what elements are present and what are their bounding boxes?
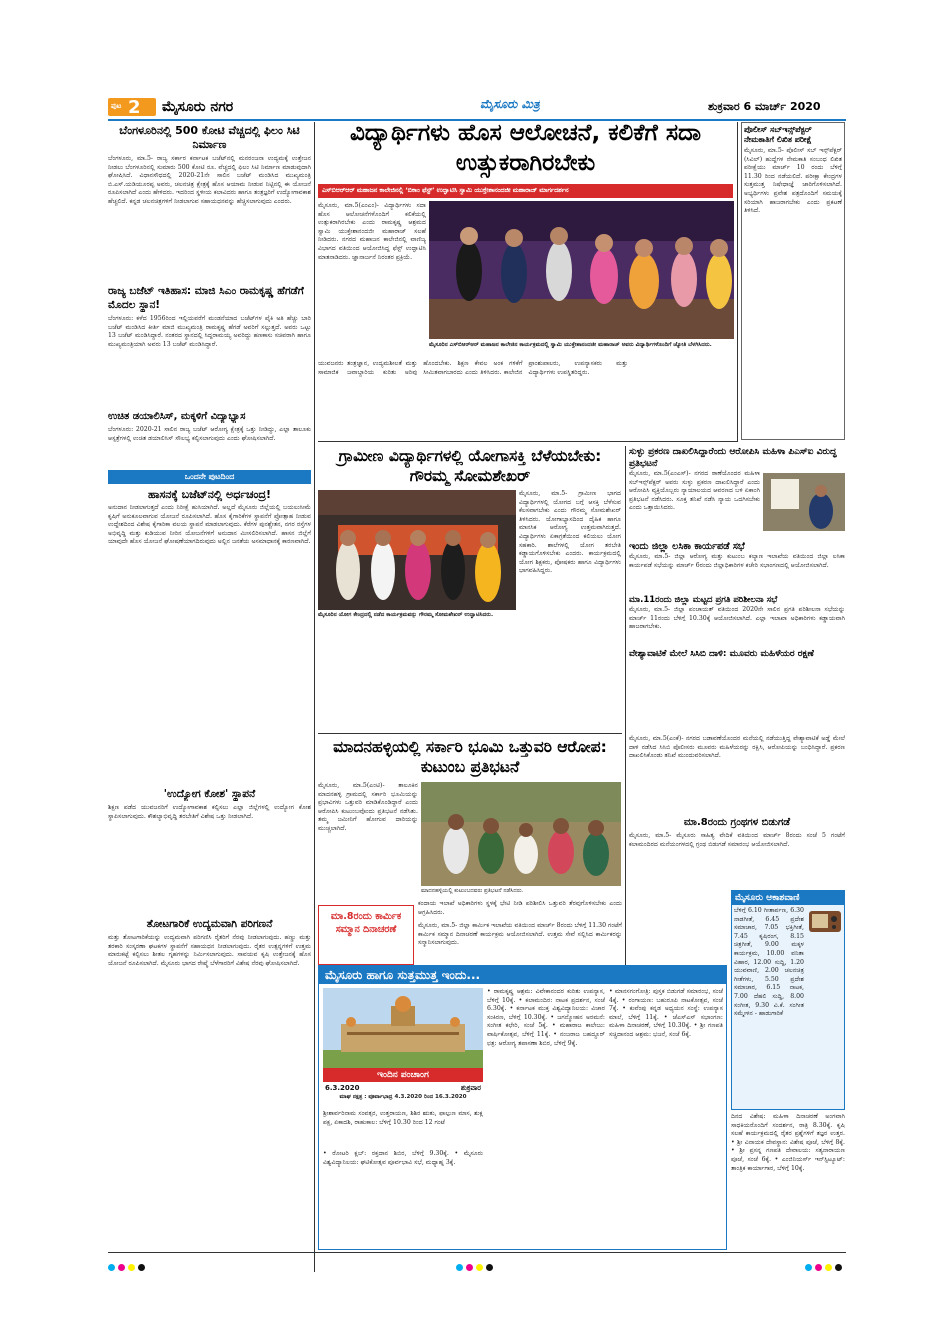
land-photo-graphic xyxy=(421,782,621,886)
vaccine-body: ಮೈಸೂರು, ಮಾ.5- ಜಿಲ್ಲಾ ಆರೋಗ್ಯ ಮತ್ತು ಕುಟುಂಬ ಕಲ್ಯಾಣ ಇಲಾಖೆಯ ವತಿಯಿಂದ ಜಿಲ್ಲಾ ಲಸಿಕಾ ಕಾರ್ಯಪಡೆ ಸಭೆಯನ್ನು ಮಾರ್ಚ್ 6ರಂದು ಜಿಲ್ಲಾಧಿಕಾರಿಗಳ ಕಚೇರಿ ಸಭಾಂಗಣದಲ್ಲಿ ಆಯೋಜಿಸಲಾಗಿದೆ. xyxy=(629,553,845,569)
palace-illustration xyxy=(323,988,483,1068)
registration-mark xyxy=(815,1264,822,1271)
labour-body: ಮೈಸೂರು, ಮಾ.5- ಜಿಲ್ಲಾ ಕಾರ್ಮಿಕ ಇಲಾಖೆಯ ವತಿಯಿಂದ ಮಾರ್ಚ್ 8ರಂದು ಬೆಳಿಗ್ಗೆ 11.30 ಗಂಟೆಗೆ ಕಾರ್ಮಿಕ ಸಮ್ಮಾನ ದಿನಾಚರಣೆ ಕಾರ್ಯಕ್ರಮ ಆಯೋಜಿಸಲಾಗಿದೆ. ಉತ್ತಮ ಸೇವೆ ಸಲ್ಲಿಸಿದ ಕಾರ್ಮಿಕರನ್ನು ಸನ್ಮಾನಿಸಲಾಗುವುದು. xyxy=(418,922,622,947)
issue-date: ಶುಕ್ರವಾರ 6 ಮಾರ್ಚ್ 2020 xyxy=(708,100,821,113)
page-bottom-rule xyxy=(108,1252,846,1253)
protest-photo xyxy=(763,473,845,531)
radio-title: ಮೈಸೂರು ಆಕಾಶವಾಣಿ xyxy=(732,891,844,905)
panchanga-day: ಶುಕ್ರವಾರ xyxy=(460,1084,481,1092)
column-rule-left xyxy=(314,122,315,1272)
protest-photo-graphic xyxy=(763,473,845,531)
registration-mark xyxy=(466,1264,473,1271)
raid-headline: ವೇಶ್ಯಾವಾಟಿಕೆ ಮೇಲೆ ಸಿಸಿಬಿ ದಾಳಿ: ಮೂವರು ಮಹಿಳೆಯರ ರಕ್ಷಣೆ xyxy=(629,649,814,659)
yoga-bottom-rule xyxy=(318,733,622,734)
books-body: ಮೈಸೂರು, ಮಾ.5- ಮೈಸೂರು ಸಾಹಿತ್ಯ ವೇದಿಕೆ ವತಿಯಿಂದ ಮಾರ್ಚ್ 8ರಂದು ಸಂಜೆ 5 ಗಂಟೆಗೆ ಕಲಾಮಂದಿರದ ಮನೆಯಂಗಳದಲ್ಲಿ ಗ್ರಂಥ ಬಿಡುಗಡೆ ಸಮಾರಂಭ ಆಯೋಜಿಸಲಾಗಿದೆ. xyxy=(629,832,845,848)
registration-mark xyxy=(456,1264,463,1271)
story5-body: ಶಿಕ್ಷಣ ಪಡೆದ ಯುವಜನರಿಗೆ ಉದ್ಯೋಗಾವಕಾಶ ಕಲ್ಪಿಸಲು ಎಲ್ಲಾ ಜಿಲ್ಲೆಗಳಲ್ಲಿ ಉದ್ಯೋಗ ಕೋಶ ಸ್ಥಾಪಿಸಲಾಗುವುದು. ಕೌಶಲ್ಯಾಭಿವೃದ್ಧಿ ತರಬೇತಿಗೆ ವಿಶೇಷ ಒತ್ತು ನೀಡಲಾಗಿದೆ. xyxy=(108,804,311,820)
registration-mark xyxy=(805,1264,812,1271)
lead-strap xyxy=(318,184,733,198)
story3-headline: ಉಚಿತ ಡಯಾಲಿಸಿಸ್, ಮಕ್ಕಳಿಗೆ ವಿದ್ಯಾಭ್ಯಾಸ xyxy=(108,411,246,422)
vaccine-headline: ಇಂದು ಜಿಲ್ಲಾ ಲಸಿಕಾ ಕಾರ್ಯಪಡೆ ಸಭೆ xyxy=(629,541,745,552)
raid-body: ಮೈಸೂರು, ಮಾ.5(ಎಂಕೆ)- ನಗರದ ಬಡಾವಣೆಯೊಂದರ ಮನೆಯಲ್ಲಿ ನಡೆಯುತ್ತಿದ್ದ ವೇಶ್ಯಾವಾಟಿಕೆ ಅಡ್ಡೆ ಮೇಲೆ ದಾಳಿ ನಡೆಸಿದ ಸಿಸಿಬಿ ಪೊಲೀಸರು ಮೂವರು ಮಹಿಳೆಯರನ್ನು ರಕ್ಷಿಸಿ, ಆರೋಪಿಯನ್ನು ಬಂಧಿಸಿದ್ದಾರೆ. ಪ್ರಕರಣ ದಾಖಲಿಸಿಕೊಂಡು ತನಿಖೆ ಮುಂದುವರಿಸಲಾಗಿದೆ. xyxy=(629,735,845,760)
yoga-photo xyxy=(318,490,516,610)
protest-body: ಮೈಸೂರು, ಮಾ.5(ಎಂಎಸ್)- ನಗರದ ಠಾಣೆಯೊಂದರ ಮಹಿಳಾ ಸಬ್‌ಇನ್ಸ್‌ಪೆಕ್ಟರ್ ಅವರು ಸುಳ್ಳು ಪ್ರಕರಣ ದಾಖಲಿಸಿದ್ದಾರೆ ಎಂದು ಆರೋಪಿಸಿ ವ್ಯಕ್ತಿಯೊಬ್ಬರು ನ್ಯಾಯಾಲಯದ ಆವರಣದ ಬಳಿ ಏಕಾಂಗಿ ಪ್ರತಿಭಟನೆ ನಡೆಸಿದರು. ಸೂಕ್ತ ತನಿಖೆ ನಡೆಸಿ ನ್ಯಾಯ ಒದಗಿಸಬೇಕು ಎಂದು ಒತ್ತಾಯಿಸಿದರು. xyxy=(629,470,760,512)
section-title: ಮೈಸೂರು ನಗರ xyxy=(162,99,234,115)
registration-mark xyxy=(835,1264,842,1271)
registration-mark xyxy=(825,1264,832,1271)
land-photo xyxy=(421,782,621,886)
land-body: ಮೈಸೂರು, ಮಾ.5(ಎಂಟಿ)- ತಾಲೂಕಿನ ಮಾದನಹಳ್ಳಿ ಗ್ರಾಮದಲ್ಲಿ ಸರ್ಕಾರಿ ಭೂಮಿಯನ್ನು ಪ್ರಭಾವಿಗಳು ಒತ್ತುವರಿ ಮಾಡಿಕೊಂಡಿದ್ದಾರೆ ಎಂದು ಆರೋಪಿಸಿ ಕುಟುಂಬವೊಂದು ಪ್ರತಿಭಟನೆ ನಡೆಸಿತು. ತಮ್ಮ ಜಮೀನಿಗೆ ಹೋಗುವ ದಾರಿಯನ್ನು ಮುಚ್ಚಲಾಗಿದೆ. xyxy=(318,782,418,832)
lead-photo-graphic xyxy=(429,201,734,339)
radio-box xyxy=(731,890,845,1110)
panchanga-date-row xyxy=(323,1082,483,1094)
lead-photo-caption: ಮೈಸೂರಿನ ಎಸ್‌ಬಿಆರ್‌ಆರ್ ಮಹಾಜನ ಕಾಲೇಜಿನ ಕಾರ್ಯಕ್ರಮದಲ್ಲಿ ಸ್ವಾಮಿ ಯುಕ್ತೇಶಾನಂದಜೀ ಮಹಾರಾಜ್ ಅವರು ವಿದ್ಯಾರ್ಥಿಗಳೊಂದಿಗೆ ಜ್ಯೋತಿ ಬೆಳಗಿಸಿದರು. xyxy=(429,342,712,348)
story6-headline: ತೋಟಗಾರಿಕೆ ಉದ್ಯಮವಾಗಿ ಪರಿಗಣನೆ xyxy=(146,918,273,930)
exam-body: ಮೈಸೂರು, ಮಾ.5- ಜಿಲ್ಲಾ ಪಂಚಾಯತ್ ವತಿಯಿಂದ 2020ನೇ ಸಾಲಿನ ಪ್ರಗತಿ ಪರಿಶೀಲನಾ ಸಭೆಯನ್ನು ಮಾರ್ಚ್ 11ರಂದು ಬೆಳಿಗ್ಗೆ 10.30ಕ್ಕೆ ಆಯೋಜಿಸಲಾಗಿದೆ. ಎಲ್ಲಾ ಇಲಾಖಾ ಅಧಿಕಾರಿಗಳು ಕಡ್ಡಾಯವಾಗಿ ಹಾಜರಾಗಬೇಕು. xyxy=(629,606,845,631)
yoga-photo-graphic xyxy=(318,490,516,610)
page-label: ಪುಟ xyxy=(111,102,122,110)
registration-mark xyxy=(108,1264,115,1271)
story1-body: ಬೆಂಗಳೂರು, ಮಾ.5- ರಾಜ್ಯ ಸರ್ಕಾರ ಕರ್ನಾಟಕ ಬಜೆಟ್‌ನಲ್ಲಿ ಮನರಂಜನಾ ಉದ್ಯಮಕ್ಕೆ ಉತ್ತೇಜನ ನೀಡಲು ಬೆಂಗಳೂರಿನಲ್ಲಿ ಸುಮಾರು 500 ಕೋಟಿ ರೂ. ವೆಚ್ಚದಲ್ಲಿ ಫಿಲಂ ಸಿಟಿ ನಿರ್ಮಾಣ ಮಾಡುವುದಾಗಿ ಘೋಷಿಸಿದೆ. ವಿಧಾನಸೌಧದಲ್ಲಿ 2020-21ನೇ ಸಾಲಿನ ಬಜೆಟ್ ಮಂಡಿಸಿದ ಮುಖ್ಯಮಂತ್ರಿ ಬಿ.ಎಸ್.ಯಡಿಯೂರಪ್ಪ ಅವರು, ಚಲನಚಿತ್ರ ಕ್ಷೇತ್ರಕ್ಕೆ ಹೊಸ ಆಯಾಮ ನೀಡುವ ನಿಟ್ಟಿನಲ್ಲಿ ಈ ಯೋಜನೆ ರೂಪಿಸಲಾಗಿದೆ ಎಂದು ಹೇಳಿದರು. ಇದರಿಂದ ಸ್ಥಳೀಯ ಕಲಾವಿದರು ಹಾಗೂ ತಂತ್ರಜ್ಞರಿಗೆ ಉದ್ಯೋಗಾವಕಾಶ ಹೆಚ್ಚಲಿದೆ. ಕನ್ನಡ ಚಲನಚಿತ್ರಗಳಿಗೆ ನೀಡಲಾಗುವ ಸಹಾಯಧನವನ್ನು ಹೆಚ್ಚಿಸಲಾಗುವುದು ಎಂದರು. xyxy=(108,155,311,205)
events-box xyxy=(318,965,727,1250)
palace-graphic xyxy=(323,988,483,1068)
registration-mark xyxy=(118,1264,125,1271)
panchanga-date: 6.3.2020 xyxy=(325,1084,360,1092)
story1-headline: ಬೆಂಗಳೂರಿನಲ್ಲಿ 500 ಕೋಟಿ ವೆಚ್ಚದಲ್ಲಿ ಫಿಲಂ ಸಿಟಿ ನಿರ್ಮಾಣ xyxy=(119,124,300,151)
exam-headline: ಮಾ.11ರಂದು ಜಿಲ್ಲಾ ಮಟ್ಟದ ಪ್ರಗತಿ ಪರಿಶೀಲನಾ ಸಭೆ xyxy=(629,595,778,605)
lead-headline: ವಿದ್ಯಾರ್ಥಿಗಳು ಹೊಸ ಆಲೋಚನೆ, ಕಲಿಕೆಗೆ ಸದಾ ಉತ್ಸುಕರಾಗಿರಬೇಕು xyxy=(349,120,702,176)
yoga-headline: ಗ್ರಾಮೀಣ ವಿದ್ಯಾರ್ಥಿಗಳಲ್ಲಿ ಯೋಗಾಸಕ್ತಿ ಬೆಳೆಯಬೇಕು: ಗೌರಮ್ಮ ಸೋಮಶೇಖರ್ xyxy=(338,447,602,485)
registration-mark xyxy=(486,1264,493,1271)
panchanga-text: ಮಾಘ ನಕ್ಷತ್ರ : ಪೂರ್ವಾಭಾದ್ರ 4.3.2020 ರಿಂದ 16.3.2020 xyxy=(339,1094,467,1100)
radio-icon xyxy=(808,907,842,933)
story6-body: ಮತ್ತು ತೋಟಗಾರಿಕೆಯನ್ನು ಉದ್ಯಮವಾಗಿ ಪರಿಗಣಿಸಿ ರೈತರಿಗೆ ನೆರವು ನೀಡಲಾಗುವುದು. ಹಣ್ಣು ಮತ್ತು ತರಕಾರಿ ಸಂಸ್ಕರಣಾ ಘಟಕಗಳ ಸ್ಥಾಪನೆಗೆ ಸಹಾಯಧನ ನೀಡಲಾಗುವುದು. ರೈತರ ಉತ್ಪನ್ನಗಳಿಗೆ ಉತ್ತಮ ಮಾರುಕಟ್ಟೆ ಕಲ್ಪಿಸಲು ಶೀತಲ ಗೃಹಗಳನ್ನು ನಿರ್ಮಿಸಲಾಗುವುದು. ಸಾವಯವ ಕೃಷಿ ಉತ್ತೇಜನಕ್ಕೆ ಹೊಸ ಯೋಜನೆ ರೂಪಿಸಲಾಗಿದೆ. ಮೈಸೂರು ಭಾಗದ ರೇಷ್ಮೆ ಬೆಳೆಗಾರರಿಗೆ ವಿಶೇಷ ನೆರವು ಘೋಷಿಸಲಾಗಿದೆ. xyxy=(108,934,311,967)
panchanga-panel xyxy=(323,988,483,1246)
labour-box xyxy=(318,905,414,965)
column-rule-right xyxy=(737,122,738,442)
registration-mark xyxy=(128,1264,135,1271)
panchanga-title: ಇಂದಿನ ಪಂಚಾಂಗ xyxy=(323,1068,483,1082)
police-body: ಮೈಸೂರು, ಮಾ.5- ಪೊಲೀಸ್ ಸಬ್ ಇನ್ಸ್‌ಪೆಕ್ಟರ್ (ಸಿವಿಲ್) ಹುದ್ದೆಗಳ ನೇಮಕಾತಿ ಸಂಬಂಧ ಲಿಖಿತ ಪರೀಕ್ಷೆಯು ಮಾರ್ಚ್ 10 ರಂದು ಬೆಳಿಗ್ಗೆ 11.30 ರಿಂದ ನಡೆಯಲಿದೆ. ಪರೀಕ್ಷಾ ಕೇಂದ್ರಗಳ ಸುತ್ತಮುತ್ತ ನಿಷೇಧಾಜ್ಞೆ ಜಾರಿಗೊಳಿಸಲಾಗಿದೆ. ಅಭ್ಯರ್ಥಿಗಳು ಪ್ರವೇಶ ಪತ್ರದೊಂದಿಗೆ ಸಮಯಕ್ಕೆ ಸರಿಯಾಗಿ ಹಾಜರಾಗಬೇಕು ಎಂದು ಪ್ರಕಟಣೆ ತಿಳಿಸಿದೆ. xyxy=(744,147,842,215)
right-stack xyxy=(629,446,845,732)
events-title: ಮೈಸೂರು ಹಾಗೂ ಸುತ್ತಮುತ್ತ ಇಂದು... xyxy=(319,966,726,984)
lead-body-bottom: ಯುವಜನರು ತಂತ್ರಜ್ಞಾನ, ಉದ್ಯಮಶೀಲತೆ ಮತ್ತು ಸಾಮಾಜಿಕ ಜವಾಬ್ದಾರಿಯ ಕುರಿತು ಅರಿವು ಹೊಂದಬೇಕು. ಶಿಕ್ಷಣ ಕೇವಲ ಅಂಕ ಗಳಿಕೆಗೆ ಸೀಮಿತವಾಗಬಾರದು ಎಂದು ತಿಳಿಸಿದರು. ಕಾಲೇಜಿನ ಪ್ರಾಂಶುಪಾಲರು, ಉಪನ್ಯಾಸಕರು ಮತ್ತು ವಿದ್ಯಾರ್ಥಿಗಳು ಉಪಸ್ಥಿತರಿದ್ದರು. xyxy=(318,360,628,376)
left-column xyxy=(108,124,311,1274)
story2-headline: ರಾಜ್ಯ ಬಜೆಟ್ ಇತಿಹಾಸ: ಮಾಜಿ ಸಿಎಂ ರಾಮಕೃಷ್ಣ ಹೆಗಡೆಗೆ ಮೊದಲ ಸ್ಥಾನ! xyxy=(108,285,304,311)
paper-logo: ಮೈಸೂರು ಮಿತ್ರ xyxy=(480,97,540,111)
story3-body: ಬೆಂಗಳೂರು: 2020-21 ಸಾಲಿನ ರಾಜ್ಯ ಬಜೆಟ್ ಆರೋಗ್ಯ ಕ್ಷೇತ್ರಕ್ಕೆ ಒತ್ತು ನೀಡಿದ್ದು, ಎಲ್ಲಾ ತಾಲೂಕು ಆಸ್ಪತ್ರೆಗಳಲ್ಲಿ ಉಚಿತ ಡಯಾಲಿಸಿಸ್ ಸೌಲಭ್ಯ ಕಲ್ಪಿಸಲಾಗುವುದು ಎಂದು ಘೋಷಿಸಲಾಗಿದೆ. xyxy=(108,426,311,442)
lead-strap-text: ಎಸ್‌ಬಿಆರ್‌ಆರ್ ಮಹಾಜನ ಕಾಲೇಜಿನಲ್ಲಿ ‘ಬಿಕಾಂ ಫೆಸ್ಟ್’ ಉದ್ಘಾಟಿಸಿ ಸ್ವಾಮಿ ಯುಕ್ತೇಶಾನಂದಜೀ ಮಹಾರಾಜ್ ಮಾರ್ಗದರ್ಶನ xyxy=(322,187,569,194)
events-list-2: • ಮಾನಸಗಂಗೋತ್ರಿ: ಪುಸ್ತಕ ಬಿಡುಗಡೆ ಸಮಾರಂಭ, ಸಂಜೆ 4ಕ್ಕೆ. • ರಂಗಾಯಣ: ಬಹುರೂಪಿ ನಾಟಕೋತ್ಸವ, ಸಂಜೆ 7ಕ್ಕೆ. • ಕುವೆಂಪು ಕನ್ನಡ ಅಧ್ಯಯನ ಸಂಸ್ಥೆ: ಉಪನ್ಯಾಸ ಮಾಲೆ, ಬೆಳಿಗ್ಗೆ 11ಕ್ಕೆ. • ಜೆಎಸ್‌ಎಸ್ ಸಭಾಂಗಣ: ಮಹಿಳಾ ದಿನಾಚರಣೆ, ಬೆಳಿಗ್ಗೆ 10.30ಕ್ಕೆ. • ಶ್ರೀ ಗಣಪತಿ ಸಚ್ಚಿದಾನಂದ ಆಶ್ರಮ: ಭಜನೆ, ಸಂಜೆ 6ಕ್ಕೆ. xyxy=(609,988,723,1038)
events-bottom-text: • ರೋಟರಿ ಕ್ಲಬ್: ರಕ್ತದಾನ ಶಿಬಿರ, ಬೆಳಿಗ್ಗೆ 9.30ಕ್ಕೆ. • ಮೈಸೂರು ವಿಶ್ವವಿದ್ಯಾನಿಲಯ: ಘಟಿಕೋತ್ಸವ ಪೂರ್ವಭಾವಿ ಸಭೆ, ಮಧ್ಯಾಹ್ನ 3ಕ್ಕೆ. xyxy=(323,1150,483,1166)
labour-box-label: ಮಾ.8ರಂದು ಕಾರ್ಮಿಕ ಸಮ್ಮಾನ ದಿನಾಚರಣೆ xyxy=(330,911,402,935)
radio-extra: ದಿನದ ವಿಶೇಷ: ಮಹಿಳಾ ದಿನಾಚರಣೆ ಅಂಗವಾಗಿ ಸಾಧಕಿಯರೊಂದಿಗೆ ಸಂದರ್ಶನ, ರಾತ್ರಿ 8.30ಕ್ಕೆ. ಕೃಷಿ ಸಲಹೆ ಕಾರ್ಯಕ್ರಮದಲ್ಲಿ ರೈತರ ಪ್ರಶ್ನೆಗಳಿಗೆ ತಜ್ಞರ ಉತ್ತರ. • ಶ್ರೀ ವಿನಾಯಕ ದೇವಸ್ಥಾನ: ವಿಶೇಷ ಪೂಜೆ, ಬೆಳಿಗ್ಗೆ 8ಕ್ಕೆ. • ಶ್ರೀ ಪ್ರಸನ್ನ ಗಣಪತಿ ದೇವಾಲಯ: ಸತ್ಯನಾರಾಯಣ ಪೂಜೆ, ಸಂಜೆ 6ಕ್ಕೆ. • ಎಂಜಿನಿಯರ್ಸ್ ಇನ್‌ಸ್ಟಿಟ್ಯೂಟ್: ತಾಂತ್ರಿಕ ಕಾರ್ಯಾಗಾರ, ಬೆಳಿಗ್ಗೆ 10ಕ್ಕೆ. xyxy=(731,1113,845,1172)
land-body-2: ಕಂದಾಯ ಇಲಾಖೆ ಅಧಿಕಾರಿಗಳು ಸ್ಥಳಕ್ಕೆ ಭೇಟಿ ನೀಡಿ ಪರಿಶೀಲಿಸಿ ಒತ್ತುವರಿ ತೆರವುಗೊಳಿಸಬೇಕು ಎಂದು ಆಗ್ರಹಿಸಿದರು. xyxy=(418,900,622,916)
page-number: 2 xyxy=(128,97,141,118)
yoga-photo-caption: ಮೈಸೂರಿನ ಯೋಗ ಕೇಂದ್ರದಲ್ಲಿ ನಡೆದ ಕಾರ್ಯಕ್ರಮವನ್ನು ಗೌರಮ್ಮ ಸೋಮಶೇಖರ್ ಉದ್ಘಾಟಿಸಿದರು. xyxy=(318,612,494,618)
police-box xyxy=(741,122,845,440)
lead-photo xyxy=(429,201,734,339)
panchanga-more: ಶ್ರೀಶಾರ್ವರಿನಾಮ ಸಂವತ್ಸರ, ಉತ್ತರಾಯಣ, ಶಿಶಿರ ಋತು, ಫಾಲ್ಗುಣ ಮಾಸ, ಶುಕ್ಲ ಪಕ್ಷ, ಏಕಾದಶಿ, ರಾಹುಕಾಲ: ಬೆಳಿಗ್ಗೆ 10.30 ರಿಂದ 12 ಗಂಟೆ xyxy=(323,1110,483,1126)
story4-headline: ಹಾಸನಕ್ಕೆ ಬಜೆಟ್‌ನಲ್ಲಿ ಅರ್ಧಚಂದ್ರ! xyxy=(147,488,272,501)
story5-headline: 'ಉದ್ಯೋಗ ಕೋಶ' ಸ್ಥಾಪನೆ xyxy=(163,788,256,800)
land-headline: ಮಾದನಹಳ್ಳಿಯಲ್ಲಿ ಸರ್ಕಾರಿ ಭೂಮಿ ಒತ್ತುವರಿ ಆರೋಪ: ಕುಟುಂಬ ಪ್ರತಿಭಟನೆ xyxy=(333,738,607,776)
protest-headline: ಸುಳ್ಳು ಪ್ರಕರಣ ದಾಖಲಿಸಿದ್ದಾರೆಂದು ಆರೋಪಿಸಿ ಮಹಿಳಾ ಪಿಎಸ್‌ಐ ವಿರುದ್ಧ ಪ್ರತಿಭಟನೆ xyxy=(629,447,837,469)
kicker-bar: ಒಂದನೇ ಪುಟದಿಂದ xyxy=(108,470,311,484)
story2-body: ಬೆಂಗಳೂರು: ಕಳೆದ 1956ರಿಂದ ಇಲ್ಲಿಯವರೆಗೆ ಮಂಡನೆಯಾದ ಬಜೆಟ್‌ಗಳ ಪೈಕಿ ಅತಿ ಹೆಚ್ಚು ಬಾರಿ ಬಜೆಟ್ ಮಂಡಿಸಿದ ಕೀರ್ತಿ ಮಾಜಿ ಮುಖ್ಯಮಂತ್ರಿ ರಾಮಕೃಷ್ಣ ಹೆಗಡೆ ಅವರಿಗೆ ಸಲ್ಲುತ್ತದೆ. ಅವರು ಒಟ್ಟು 13 ಬಜೆಟ್ ಮಂಡಿಸಿದ್ದಾರೆ. ನಂತರದ ಸ್ಥಾನದಲ್ಲಿ ಸಿದ್ದರಾಮಯ್ಯ ಅವರಿದ್ದು ಹಣಕಾಸು ಸಚಿವರಾಗಿ ಹಾಗೂ ಮುಖ್ಯಮಂತ್ರಿಯಾಗಿ ಅವರು 13 ಬಜೆಟ್ ಮಂಡಿಸಿದ್ದಾರೆ. xyxy=(108,315,311,348)
story4-body: ಅನುದಾನ ನೀಡಲಾಗುತ್ತದೆ ಎಂದು ನಿರೀಕ್ಷೆ ಹುಸಿಯಾಗಿದೆ. ಅಲ್ಲದೆ ಮೈಸೂರು ಜಿಲ್ಲೆಯಲ್ಲಿ ಬಯಲುಸೀಮೆ ಕೃಷಿಗೆ ಅನುಕೂಲವಾಗುವ ಯೋಜನೆ ರೂಪಿಸಲಾಗಿದೆ. ಹೊಸ ಕೈಗಾರಿಕೆಗಳ ಸ್ಥಾಪನೆಗೆ ಪ್ರೋತ್ಸಾಹ ನೀಡುವ ಉದ್ದೇಶದಿಂದ ವಿಶೇಷ ಕೈಗಾರಿಕಾ ವಲಯ ಸ್ಥಾಪನೆ ಮಾಡಲಾಗುವುದು. ಕೆರೆಗಳ ಪುನಶ್ಚೇತನ, ನಗರ ರಸ್ತೆಗಳ ಅಭಿವೃದ್ಧಿ ಮತ್ತು ಕುಡಿಯುವ ನೀರಿನ ಯೋಜನೆಗಳಿಗೆ ಅನುದಾನ ಮೀಸಲಿರಿಸಲಾಗಿದೆ. ಹಾಸನ ಜಿಲ್ಲೆಗೆ ಯಾವುದೇ ಹೊಸ ಯೋಜನೆ ಘೋಷಣೆಯಾಗದಿರುವುದು ಅಲ್ಲಿನ ಜನತೆಯ ಅಸಮಾಧಾನಕ್ಕೆ ಕಾರಣವಾಗಿದೆ. xyxy=(108,504,311,546)
radio-illustration xyxy=(808,907,842,933)
police-headline: ಪೊಲೀಸ್ ಸಬ್‌ಇನ್ಸ್‌ಪೆಕ್ಟರ್ ನೇಮಕಾತಿಗೆ ಲಿಖಿತ ಪರೀಕ್ಷೆ xyxy=(744,125,812,144)
registration-mark xyxy=(138,1264,145,1271)
lead-body-left: ಮೈಸೂರು, ಮಾ.5(ಎಂಎಂ)- ವಿದ್ಯಾರ್ಥಿಗಳು ಸದಾ ಹೊಸ ಆಲೋಚನೆಗಳೊಂದಿಗೆ ಕಲಿಕೆಯಲ್ಲಿ ಉತ್ಸುಕರಾಗಿರಬೇಕು ಎಂದು ರಾಮಕೃಷ್ಣ ಆಶ್ರಮದ ಸ್ವಾಮಿ ಯುಕ್ತೇಶಾನಂದಜೀ ಮಹಾರಾಜ್ ಸಲಹೆ ನೀಡಿದರು. ನಗರದ ಮಹಾಜನ ಕಾಲೇಜಿನಲ್ಲಿ ವಾಣಿಜ್ಯ ವಿಭಾಗದ ವತಿಯಿಂದ ಆಯೋಜಿಸಿದ್ದ ಫೆಸ್ಟ್ ಉದ್ಘಾಟಿಸಿ ಮಾತನಾಡಿದರು. ಜ್ಞಾನಾರ್ಜನೆ ನಿರಂತರ ಪ್ರಕ್ರಿಯೆ. xyxy=(318,202,426,261)
books-headline: ಮಾ.8ರಂದು ಗ್ರಂಥಗಳ ಬಿಡುಗಡೆ xyxy=(683,817,791,828)
radio-schedule: ಬೆಳಿಗ್ಗೆ 6.10 ಗೀತಾರ್ಪಣ, 6.30 ನಾಡಗೀತೆ, 6.45 ಪ್ರದೇಶ ಸಮಾಚಾರ, 7.05 ಭಕ್ತಿಗೀತೆ, 7.45 ಕೃಷಿರಂಗ, 8.15 ಚಿತ್ರಗೀತೆ, 9.00 ಮಕ್ಕಳ ಕಾರ್ಯಕ್ರಮ, 10.00 ವನಿತಾ ವಿಹಾರ, 12.00 ಸುದ್ದಿ, 1.20 ಯುವವಾಣಿ, 2.00 ಚಲನಚಿತ್ರ ಗೀತೆಗಳು, 5.50 ಪ್ರದೇಶ ಸಮಾಚಾರ, 6.15 ನಾಟಕ, 7.00 ದೆಹಲಿ ಸುದ್ದಿ, 8.00 ಸಂಗೀತ, 9.30 ವಿ.ಕೆ. ಸಂಗೀತ ಸಮ್ಮೇಳನ - ಹಾಡುಗಾರಿಕೆ xyxy=(734,907,804,1018)
registration-mark xyxy=(476,1264,483,1271)
lead-bottom-rule xyxy=(318,441,738,442)
yoga-body: ಮೈಸೂರು, ಮಾ.5- ಗ್ರಾಮೀಣ ಭಾಗದ ವಿದ್ಯಾರ್ಥಿಗಳಲ್ಲಿ ಯೋಗದ ಬಗ್ಗೆ ಆಸಕ್ತಿ ಬೆಳೆಸುವ ಕೆಲಸವಾಗಬೇಕು ಎಂದು ಗೌರಮ್ಮ ಸೋಮಶೇಖರ್ ತಿಳಿಸಿದರು. ಯೋಗಾಭ್ಯಾಸದಿಂದ ದೈಹಿಕ ಹಾಗೂ ಮಾನಸಿಕ ಆರೋಗ್ಯ ಉತ್ತಮವಾಗಿರುತ್ತದೆ. ವಿದ್ಯಾರ್ಥಿಗಳು ಏಕಾಗ್ರತೆಯಿಂದ ಕಲಿಯಲು ಯೋಗ ಸಹಕಾರಿ. ಶಾಲೆಗಳಲ್ಲಿ ಯೋಗ ತರಬೇತಿ ಕಡ್ಡಾಯಗೊಳಿಸಬೇಕು ಎಂದರು. ಕಾರ್ಯಕ್ರಮದಲ್ಲಿ ಯೋಗ ಶಿಕ್ಷಕರು, ಪೋಷಕರು ಹಾಗೂ ವಿದ್ಯಾರ್ಥಿಗಳು ಭಾಗವಹಿಸಿದ್ದರು. xyxy=(519,490,621,575)
page-tab xyxy=(108,98,156,116)
land-photo-caption: ಮಾದನಹಳ್ಳಿಯಲ್ಲಿ ಕುಟುಂಬದವರು ಪ್ರತಿಭಟನೆ ನಡೆಸಿದರು. xyxy=(421,888,524,894)
events-list-1: • ರಾಮಕೃಷ್ಣ ಆಶ್ರಮ: ವಿವೇಕಾನಂದರ ಕುರಿತು ಉಪನ್ಯಾಸ, ಬೆಳಿಗ್ಗೆ 10ಕ್ಕೆ. • ಕಲಾಮಂದಿರ: ನಾಟಕ ಪ್ರದರ್ಶನ, ಸಂಜೆ 6.30ಕ್ಕೆ. • ಕರ್ನಾಟಕ ಮುಕ್ತ ವಿಶ್ವವಿದ್ಯಾನಿಲಯ: ವಿಚಾರ ಸಂಕಿರಣ, ಬೆಳಿಗ್ಗೆ 10.30ಕ್ಕೆ. • ಜಗನ್ಮೋಹನ ಅರಮನೆ: ಸಂಗೀತ ಕಛೇರಿ, ಸಂಜೆ 5ಕ್ಕೆ. • ಮಹಾರಾಜ ಕಾಲೇಜು: ವಾರ್ಷಿಕೋತ್ಸವ, ಬೆಳಿಗ್ಗೆ 11ಕ್ಕೆ. • ನಂಜರಾಜ ಬಹದ್ದೂರ್ ಛತ್ರ: ಆರೋಗ್ಯ ತಪಾಸಣಾ ಶಿಬಿರ, ಬೆಳಿಗ್ಗೆ 9ಕ್ಕೆ. xyxy=(487,988,605,1047)
